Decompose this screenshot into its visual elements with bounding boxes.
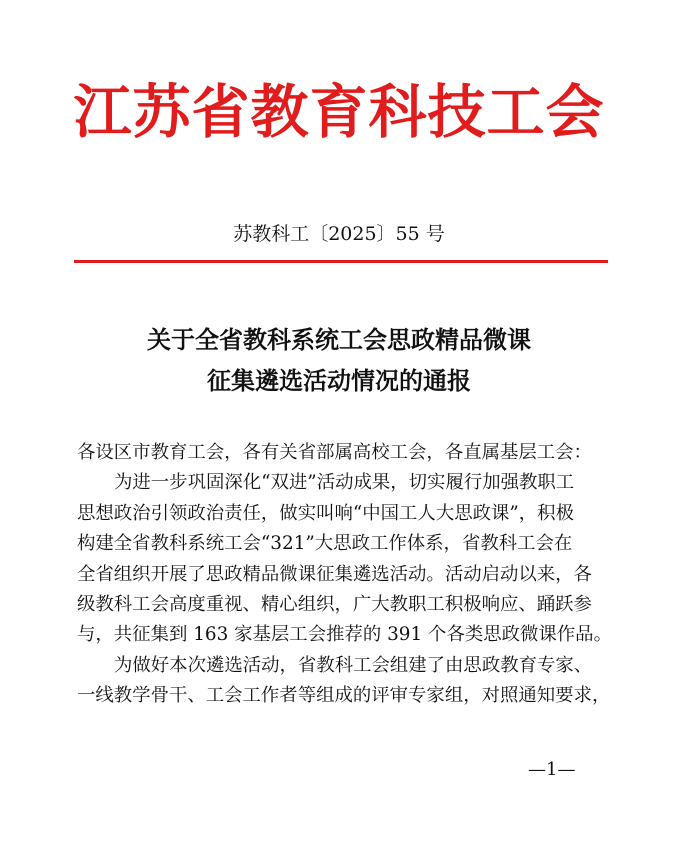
body-line: 为做好本次遴选活动，省教科工会组建了由思政教育专家、 (114, 654, 593, 676)
body-line: 全省组织开展了思政精品微课征集遴选活动。活动启动以来，各 (77, 563, 592, 585)
body-line: 级教科工会高度重视、精心组织，广大教职工积极响应、踊跃参 (77, 594, 592, 616)
title-line-1: 关于全省教科系统工会思政精品微课 (147, 325, 531, 354)
body-line: 思想政治引领政治责任，做实叫响“中国工人大思政课”，积极 (77, 502, 574, 524)
body-line: 为进一步巩固深化“双进”活动成果，切实履行加强教职工 (114, 472, 575, 494)
page-number: —1— (528, 759, 576, 780)
title-line-2: 征集遴选活动情况的通报 (207, 366, 471, 395)
body-line: 一线教学骨干、工会工作者等组成的评审专家组，对照通知要求， (77, 685, 611, 707)
masthead-title: 江苏省教育科技工会 (73, 78, 605, 146)
body-line: 构建全省教科系统工会“321”大思政工作体系，省教科工会在 (77, 533, 573, 555)
document-number: 苏教科工〔2025〕55 号 (233, 223, 445, 245)
salutation: 各设区市教育工会，各有关省部属高校工会，各直属基层工会： (77, 442, 592, 463)
red-divider-line (74, 260, 608, 263)
document-body (77, 438, 612, 712)
document-title (0, 319, 678, 401)
body-line: 与，共征集到 163 家基层工会推荐的 391 个各类思政微课作品。 (77, 624, 612, 646)
